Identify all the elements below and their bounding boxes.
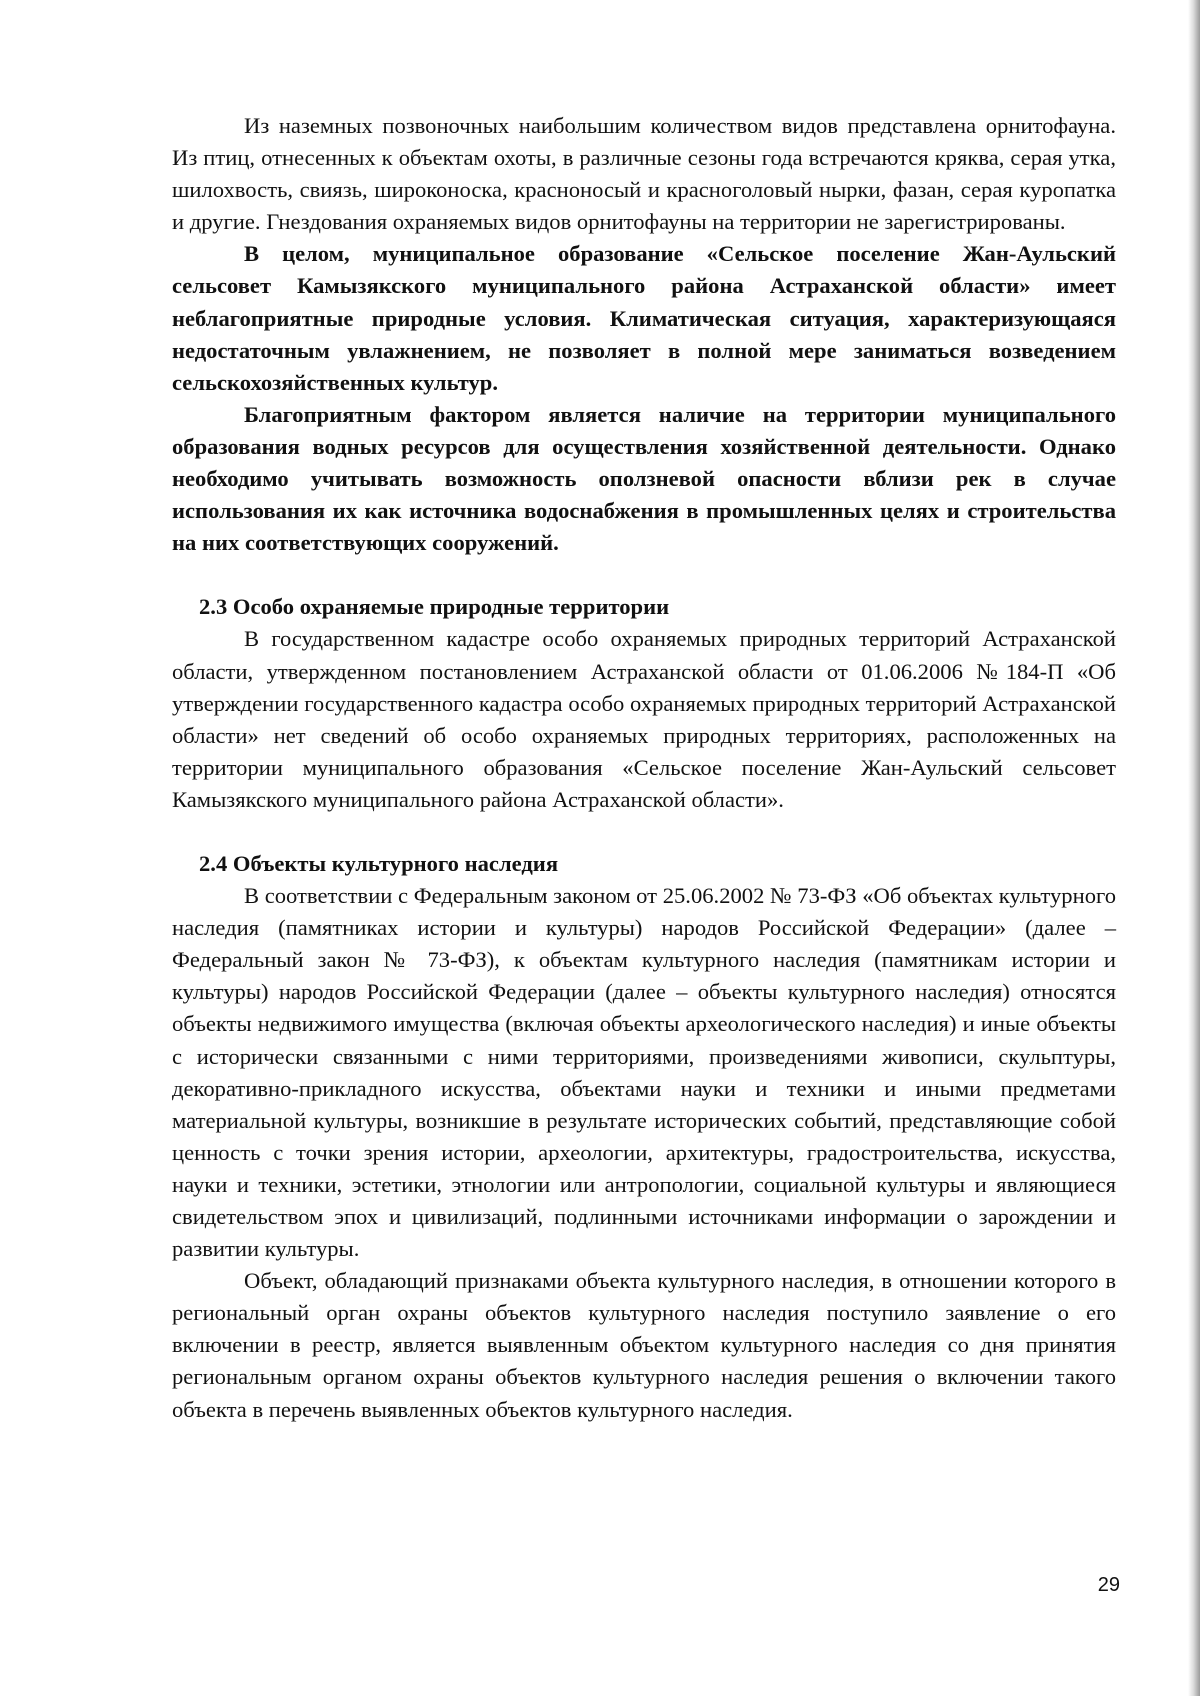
page-edge-shadow	[1188, 0, 1200, 1696]
section-spacer	[172, 559, 1116, 591]
section-spacer	[172, 816, 1116, 848]
page-body	[172, 110, 1116, 1426]
paragraph-ornithofauna: Из наземных позвоночных наибольшим количеством видов представлена орнитофауна. Из птиц, отнесенных к объектам охоты, в различные сезоны года встречаются кряква, серая утка, шилохвость, свиязь, широконоска, красноносый и красноголовый нырки, фазан, серая куропатка и другие. Гнездования охраняемых видов орнитофауны на территории не зарегистрированы.	[172, 113, 1116, 235]
paragraph-cultural-heritage-definition: В соответствии с Федеральным законом от 25.06.2002 № 73-ФЗ «Об объектах культурного наследия (памятниках истории и культуры) народов Российской Федерации» (далее – Федеральный закон № 73-ФЗ), к объектам культурного наследия (памятникам истории и культуры) народов Российской Федерации (далее – объекты культурного наследия) относятся объекты недвижимого имущества (включая объекты археологического наследия) и иные объекты с исторически связанными с ними территориями, произведениями живописи, скульптуры, декоративно-прикладного искусства, объектами науки и техники и иными предметами материальной культуры, возникшие в результате исторических событий, представляющие собой ценность с точки зрения истории, археологии, архитектуры, градостроительства, искусства, науки и техники, эстетики, этнологии или антропологии, социальной культуры и являющиеся свидетельством эпох и цивилизаций, подлинными источниками информации о зарождении и развитии культуры.	[172, 883, 1116, 1262]
section-heading-cultural-heritage: 2.4 Объекты культурного наследия	[199, 850, 559, 876]
paragraph-water-resources-conclusion: Благоприятным фактором является наличие на территории муниципального образования водных ресурсов для осуществления хозяйственной деятельности. Однако необходимо учитывать возможность оползневой опасности вблизи рек в случае использования их как источника водоснабжения в промышленных целях и строительства на них соответствующих сооружений.	[172, 401, 1116, 556]
paragraph-protected-areas: В государственном кадастре особо охраняемых природных территорий Астраханской области, утвержденном постановлением Астраханской области от 01.06.2006 №184-П «Об утверждении государственного кадастра особо охраняемых природных территорий Астраханской области» нет сведений об особо охраняемых природных территориях, расположенных на территории муниципального образования «Сельское поселение Жан-Аульский сельсовет Камызякского муниципального района Астраханской области».	[172, 626, 1116, 812]
section-heading-protected-areas: 2.3 Особо охраняемые природные территории	[199, 594, 670, 620]
page-number: 29	[1097, 1574, 1120, 1596]
paragraph-identified-heritage-object: Объект, обладающий признаками объекта культурного наследия, в отношении которого в региональный орган охраны объектов культурного наследия поступило заявление о его включении в реестр, является выявленным объектом культурного наследия со дня принятия региональным органом охраны объектов культурного наследия решения о включении такого объекта в перечень выявленных объектов культурного наследия.	[172, 1268, 1116, 1422]
paragraph-natural-conditions-conclusion: В целом, муниципальное образование «Сельское поселение Жан-Аульский сельсовет Камызякского муниципального района Астраханской области» имеет неблагоприятные природные условия. Климатическая ситуация, характеризующаяся недостаточным увлажнением, не позволяет в полной мере заниматься возведением сельскохозяйственных культур.	[172, 241, 1116, 395]
